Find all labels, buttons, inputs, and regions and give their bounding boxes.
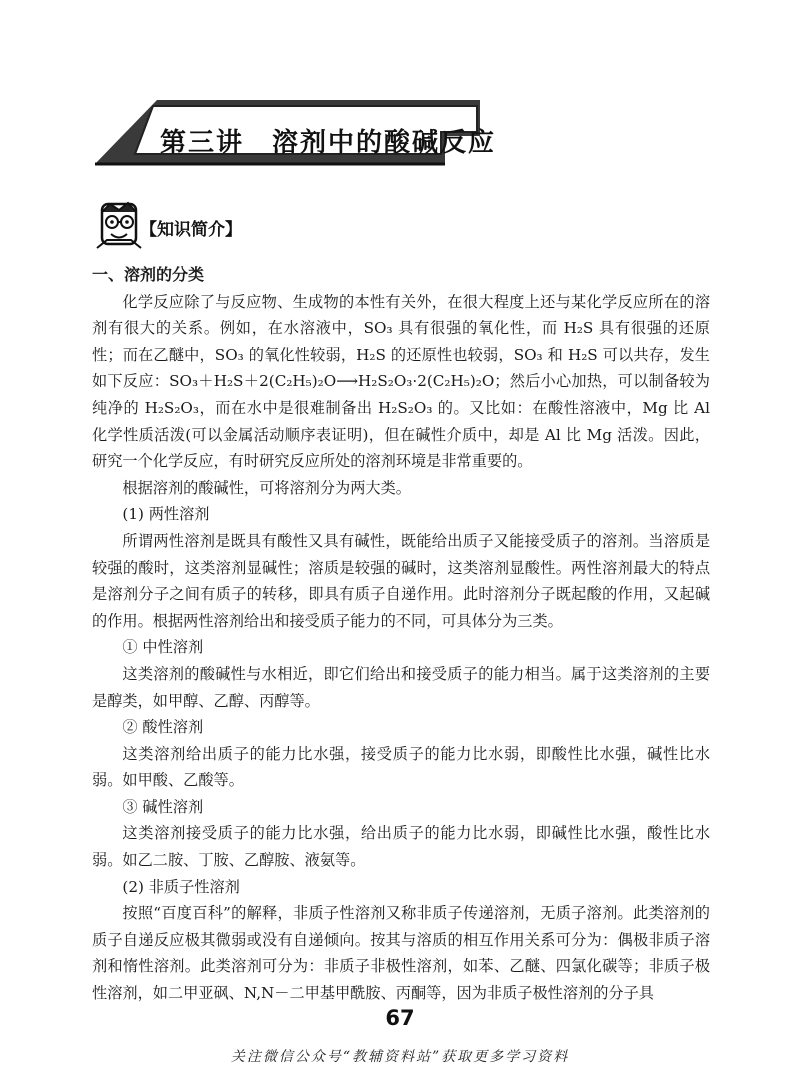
paragraph: 根据溶剂的酸碱性，可将溶剂分为两大类。 bbox=[122, 478, 411, 497]
subheading: ③ 碱性溶剂 bbox=[122, 797, 204, 816]
paragraph: 这类溶剂的酸碱性与水相近，即它们给出和接受质子的能力相当。属于这类溶剂的主要是醇类，如甲醇、乙醇、丙醇等。 bbox=[92, 664, 710, 710]
intro-label: 【知识简介】 bbox=[140, 220, 242, 240]
paragraph: 按照“百度百科”的解释，非质子性溶剂又称非质子传递溶剂，无质子溶剂。此类溶剂的质子自递反应极其微弱或没有自递倾向。按其与溶质的相互作用关系可分为：偶极非质子溶剂和惰性溶剂。此类溶剂可分为：非质子非极性溶剂，如苯、乙醚、四氯化碳等；非质子极性溶剂，如二甲亚砜、N,N－二甲基甲酰胺、丙酮等，因为非质子极性溶剂的分子具 bbox=[92, 904, 710, 1003]
cartoon-face-icon bbox=[93, 200, 145, 252]
chapter-title: 第三讲 溶剂中的酸碱反应 bbox=[160, 128, 497, 158]
page-number: 67 bbox=[385, 1006, 415, 1030]
footer-note: 关注微信公众号“教辅资料站”获取更多学习资料 bbox=[230, 1049, 570, 1065]
main-content bbox=[92, 262, 710, 1007]
section-heading: 一、溶剂的分类 bbox=[92, 265, 205, 284]
subheading: (2) 非质子性溶剂 bbox=[122, 877, 240, 896]
subheading: (1) 两性溶剂 bbox=[122, 505, 210, 524]
subheading: ② 酸性溶剂 bbox=[122, 718, 204, 737]
paragraph: 所谓两性溶剂是既具有酸性又具有碱性，既能给出质子又能接受质子的溶剂。当溶质是较强的酸时，这类溶剂显碱性；溶质是较强的碱时，这类溶剂显酸性。两性溶剂最大的特点是溶剂分子之间有质子的转移，即具有质子自递作用。此时溶剂分子既起酸的作用，又起碱的作用。根据两性溶剂给出和接受质子能力的不同，可具体分为三类。 bbox=[92, 531, 710, 630]
paragraph: 这类溶剂给出质子的能力比水强，接受质子的能力比水弱，即酸性比水强，碱性比水弱。如甲酸、乙酸等。 bbox=[92, 744, 710, 790]
paragraph: 这类溶剂接受质子的能力比水强，给出质子的能力比水弱，即碱性比水强，酸性比水弱。如乙二胺、丁胺、乙醇胺、液氨等。 bbox=[92, 824, 710, 870]
paragraph: 化学反应除了与反应物、生成物的本性有关外，在很大程度上还与某化学反应所在的溶剂有很大的关系。例如，在水溶液中，SO₃ 具有很强的氧化性，而 H₂S 具有很强的还原性；而在乙醚中，SO₃ 的氧化性较弱，H₂S 的还原性也较弱，SO₃ 和 H₂S 可以共存，发生如下反应：SO₃＋H₂S＋2(C₂H₅)₂O⟶H₂S₂O₃·2(C₂H₅)₂O；然后小心加热，可以制备较为纯净的 H₂S₂O₃，而在水中是很难制备出 H₂S₂O₃ 的。又比如：在酸性溶液中，Mg 比 Al 化学性质活泼(可以金属活动顺序表证明)，但在碱性介质中，却是 Al 比 Mg 活泼。因此，研究一个化学反应，有时研究反应所处的溶剂环境是非常重要的。 bbox=[92, 292, 710, 471]
subheading: ① 中性溶剂 bbox=[122, 638, 204, 657]
